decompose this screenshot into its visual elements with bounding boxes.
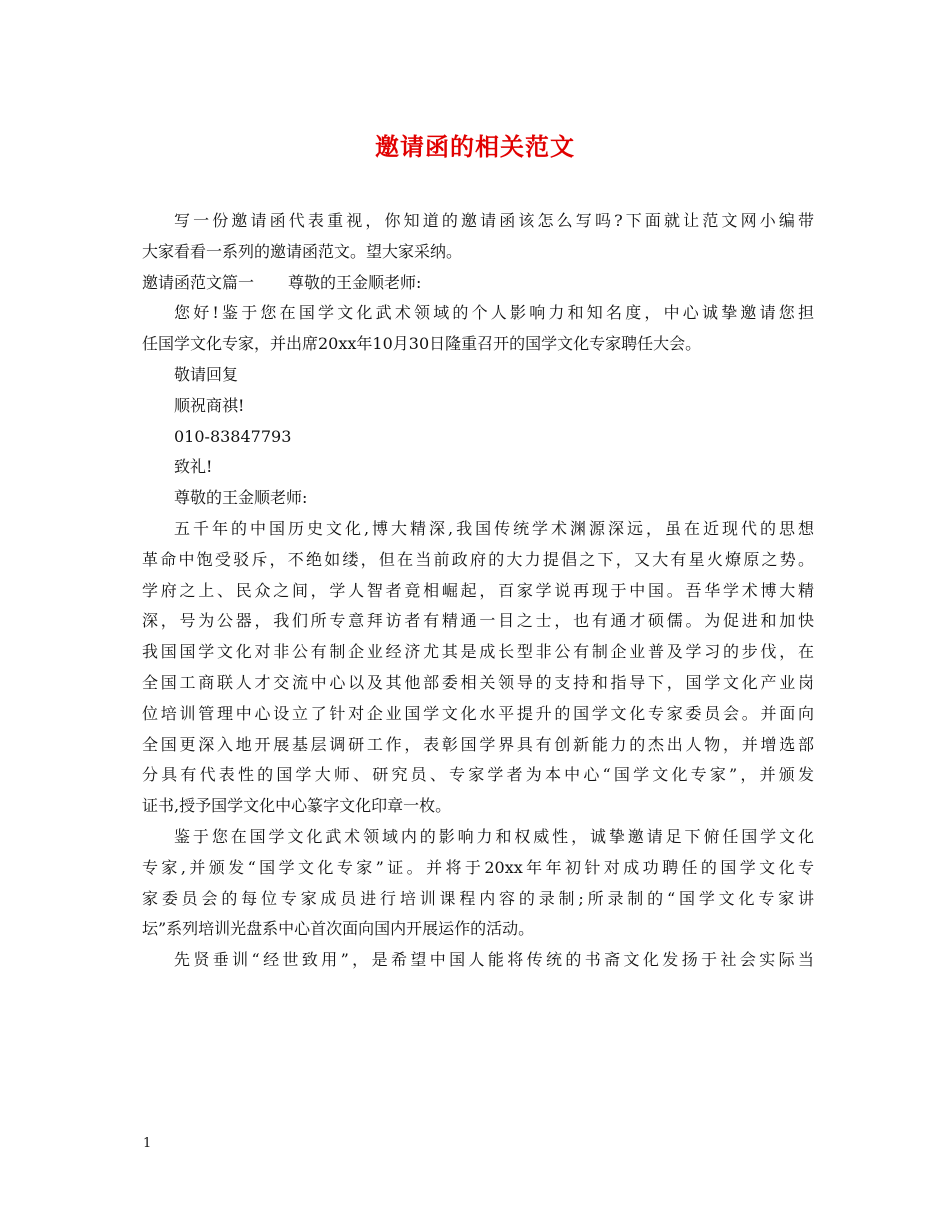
paragraph-line: 先贤垂训“经世致用”，是希望中国人能将传统的书斋文化发扬于社会实际当 — [174, 950, 814, 970]
paragraph-line: 证书,授予国学文化中心篆字文化印章一枚。 — [142, 796, 452, 816]
paragraph-line: 任国学文化专家，并出席20xx年10月30日隆重召开的国学文化专家聘任大会。 — [142, 334, 702, 354]
paragraph-line: 革命中饱受驳斥，不绝如缕，但在当前政府的大力提倡之下，又大有星火燎原之势。 — [142, 549, 814, 569]
phone-number: 010-83847793 — [174, 426, 292, 446]
paragraph-line: 大家看看一系列的邀请函范文。望大家采纳。 — [142, 241, 463, 261]
document-title: 邀请函的相关范文 — [375, 132, 575, 161]
closing-line: 致礼! — [174, 457, 213, 477]
section-heading-line — [142, 268, 814, 299]
paragraph-line: 坛”系列培训光盘系中心首次面向国内开展运作的活动。 — [142, 919, 535, 939]
paragraph-line: 学府之上、民众之间，学人智者竟相崛起，百家学说再现于中国。吾华学术博大精 — [142, 580, 814, 600]
paragraph-line: 深，号为公器，我们所专意拜访者有精通一目之士，也有通才硕儒。为促进和加快 — [142, 611, 814, 631]
paragraph-line: 写一份邀请函代表重视，你知道的邀请函该怎么写吗?下面就让范文网小编带 — [174, 211, 814, 230]
paragraph-line: 我国国学文化对非公有制企业经济尤其是成长型非公有制企业普及学习的步伐，在 — [142, 642, 814, 662]
paragraph-line: 鉴于您在国学文化武术领域内的影响力和权威性，诚挚邀请足下俯任国学文化 — [174, 826, 814, 846]
paragraph-line: 分具有代表性的国学大师、研究员、专家学者为本中心“国学文化专家”，并颁发 — [142, 765, 814, 785]
salutation: 尊敬的王金顺老师: — [288, 272, 422, 292]
salutation: 尊敬的王金顺老师: — [174, 488, 308, 508]
page-number: 1 — [143, 1136, 152, 1151]
document-body — [142, 206, 814, 976]
paragraph-line: 专家,并颁发“国学文化专家”证。并将于20xx年年初针对成功聘任的国学文化专 — [142, 857, 814, 877]
paragraph-line: 五千年的中国历史文化,博大精深,我国传统学术渊源深远，虽在近现代的思想 — [174, 518, 814, 538]
closing-line: 敬请回复 — [174, 364, 239, 384]
paragraph-line: 您好!鉴于您在国学文化武术领域的个人影响力和知名度，中心诚挚邀请您担 — [174, 303, 814, 323]
paragraph-line: 全国工商联人才交流中心以及其他部委相关领导的支持和指导下，国学文化产业岗 — [142, 672, 814, 692]
paragraph-line: 家委员会的每位专家成员进行培训课程内容的录制;所录制的“国学文化专家讲 — [142, 888, 814, 908]
closing-line: 顺祝商祺! — [174, 395, 245, 415]
paragraph-line: 全国更深入地开展基层调研工作，表彰国学界具有创新能力的杰出人物，并增选部 — [142, 734, 814, 754]
section-heading: 邀请函范文篇一 — [142, 272, 255, 292]
paragraph-line: 位培训管理中心设立了针对企业国学文化水平提升的国学文化专家委员会。并面向 — [142, 703, 814, 723]
